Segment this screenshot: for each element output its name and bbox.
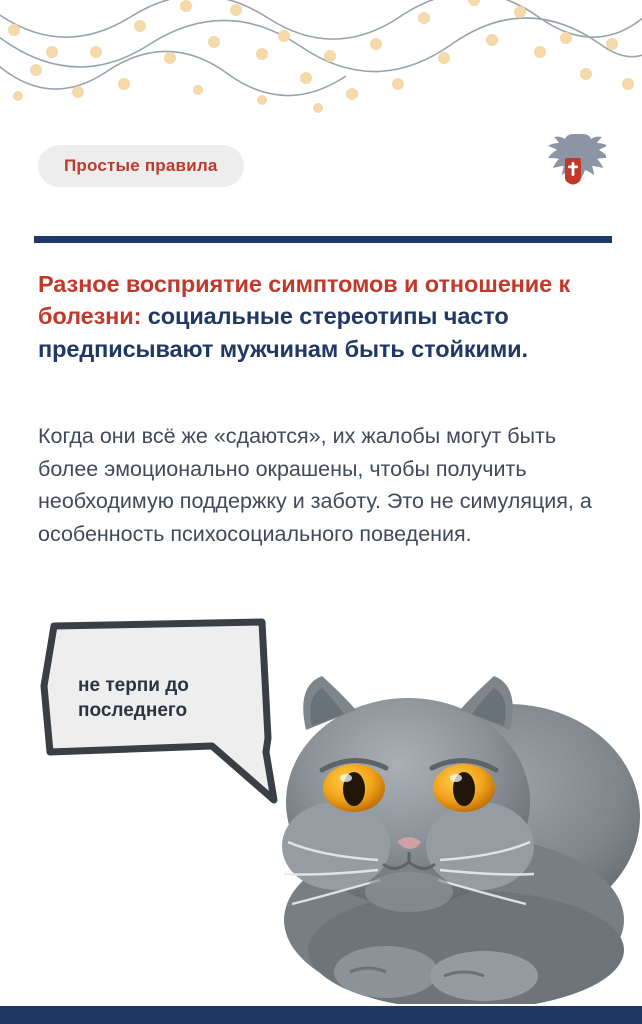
headline-accent-part: Разное восприятие симптомов и отношение к болезни: — [38, 271, 571, 330]
body-paragraph: Когда они всё же «сдаются», их жалобы могут быть более эмоционально окрашены, чтобы получить необходимую поддержку и заботу. Это не симуляция, а особенность психосоциального поведения. — [38, 424, 592, 547]
simple-rules-badge[interactable]: Простые правила — [38, 145, 244, 187]
festive-string-lights-garland — [0, 0, 642, 125]
section-divider — [34, 236, 612, 243]
footer-bar — [0, 1006, 642, 1024]
speech-bubble-text: не терпи до последнего — [78, 675, 189, 721]
russian-federation-double-headed-eagle-emblem — [540, 128, 606, 202]
grey-british-shorthair-cat-photo — [258, 620, 642, 1004]
headline — [38, 268, 604, 365]
headline-rest-part: социальные стереотипы часто предписывают мужчинам быть стойкими. — [38, 303, 528, 362]
